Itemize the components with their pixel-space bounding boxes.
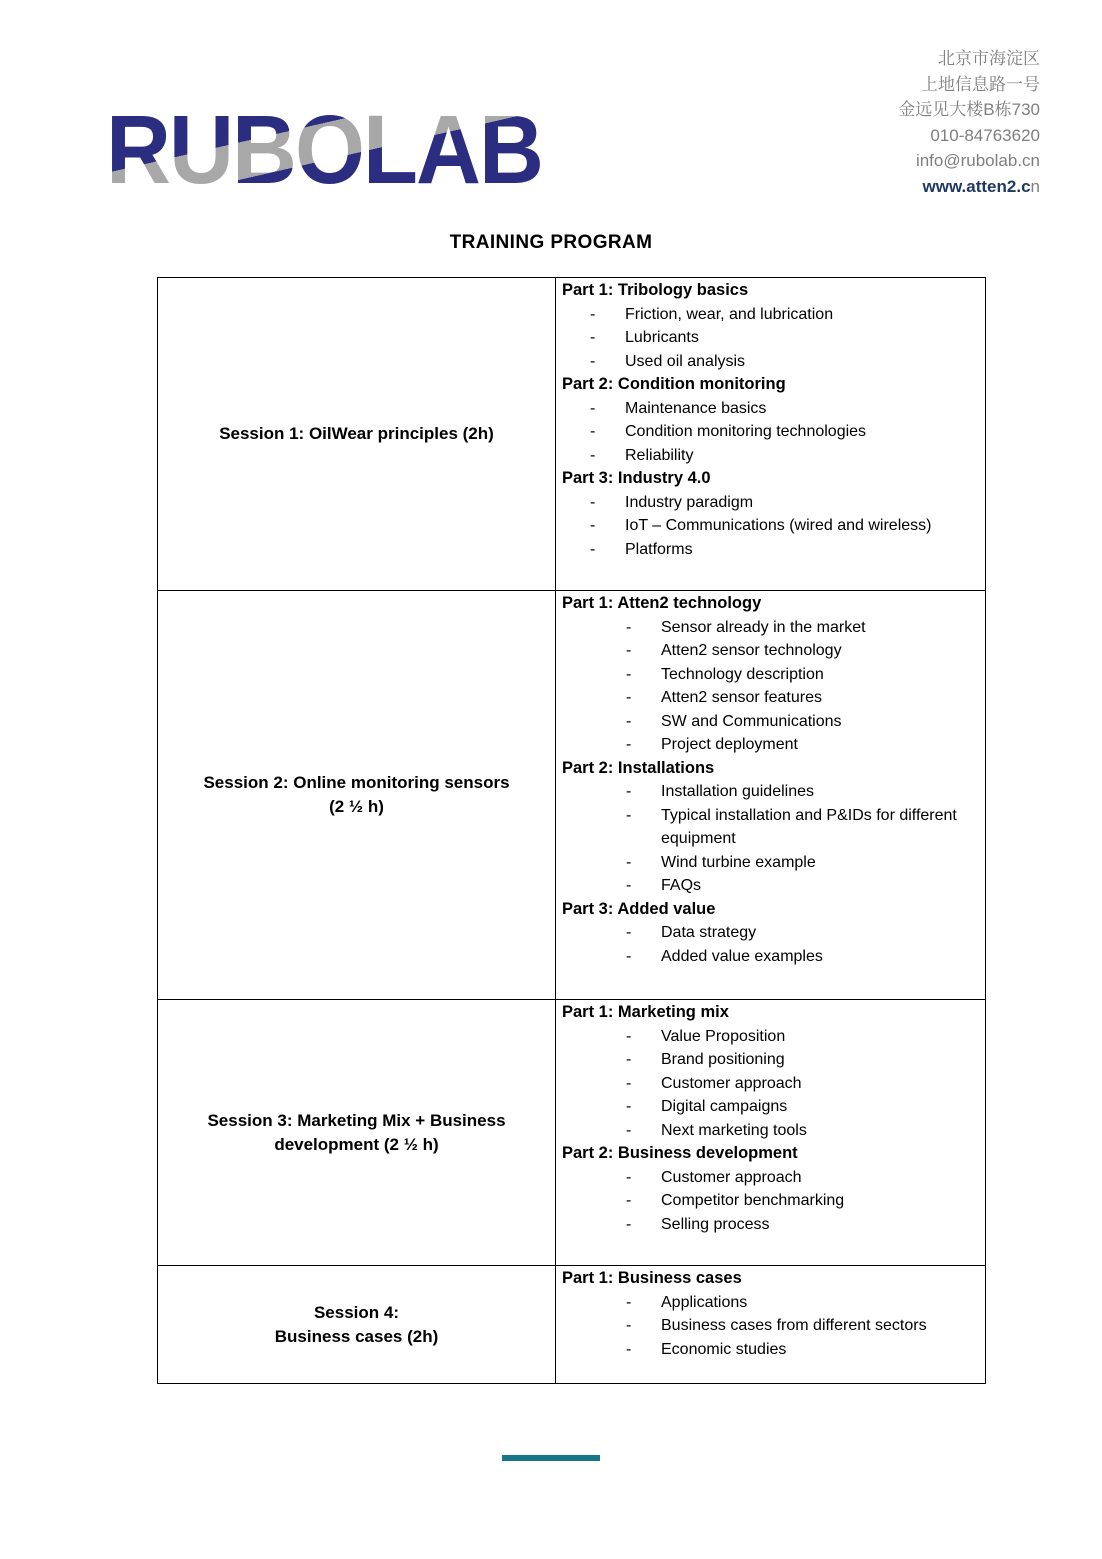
contact-line: 北京市海淀区 xyxy=(938,49,1040,68)
website-url-bold: www.atten2.c xyxy=(922,176,1031,196)
contact-line: 上地信息路一号 xyxy=(921,74,1040,94)
bullet-item xyxy=(562,420,979,444)
table-row xyxy=(158,591,986,1000)
session-title-line: (2 ½ h) xyxy=(329,797,384,816)
bullet-dash: - xyxy=(626,689,632,706)
bullet-item xyxy=(562,1048,979,1072)
bullet-item-text: Economic studies xyxy=(661,1340,787,1358)
table-row xyxy=(158,1000,986,1266)
bullet-item-text: Customer approach xyxy=(661,1074,802,1092)
session-content-cell xyxy=(556,1000,986,1266)
session-title-line: Session 1: OilWear principles (2h) xyxy=(219,424,494,443)
bullet-item xyxy=(562,686,979,710)
bullet-item-text: Reliability xyxy=(625,446,694,464)
bullet-item xyxy=(562,780,979,804)
bullet-item xyxy=(562,733,979,757)
table-row xyxy=(158,278,986,591)
bullet-item xyxy=(562,1189,979,1213)
session-title-line: development (2 ½ h) xyxy=(274,1134,439,1154)
session-title-cell xyxy=(158,1000,556,1266)
bullet-dash: - xyxy=(590,352,596,370)
bullet-item-text: Lubricants xyxy=(625,329,699,346)
bullet-item xyxy=(562,1291,979,1315)
part-heading: Part 1: Tribology basics xyxy=(562,281,749,299)
page-title: TRAINING PROGRAM xyxy=(449,232,653,253)
session-title-line: Session 3: Marketing Mix + Business xyxy=(207,1110,506,1130)
bullet-dash: - xyxy=(590,517,596,534)
part-heading: Part 2: Business development xyxy=(562,1144,798,1162)
bullet-item xyxy=(562,921,979,945)
bullet-item xyxy=(562,514,979,538)
rubolab-logo: RUBOLAB xyxy=(106,96,542,205)
bullet-item-text: Friction, wear, and lubrication xyxy=(625,305,834,323)
bullet-dash: - xyxy=(626,1168,632,1186)
bullet-item-text: Next marketing tools xyxy=(661,1121,807,1139)
session-content-cell xyxy=(556,591,986,1000)
bullet-item xyxy=(562,663,979,687)
session-content-cell xyxy=(556,278,986,591)
bullet-item xyxy=(562,874,979,898)
part-heading: Part 1: Business cases xyxy=(562,1269,742,1287)
bullet-dash: - xyxy=(626,806,632,824)
contact-block xyxy=(898,46,1040,199)
bullet-item xyxy=(562,616,979,640)
bullet-dash: - xyxy=(626,1192,632,1209)
bullet-item xyxy=(562,1025,979,1049)
session-title-line: Session 4: xyxy=(313,1302,400,1322)
website-url-tail: n xyxy=(1030,176,1040,196)
bullet-item xyxy=(562,538,979,562)
bullet-item-text: Technology description xyxy=(661,665,824,683)
bullet-item xyxy=(562,1213,979,1237)
bullet-item-text: Customer approach xyxy=(661,1168,802,1186)
contact-lines xyxy=(898,46,1040,174)
bullet-item xyxy=(562,397,979,421)
bullet-dash: - xyxy=(626,1317,632,1334)
bullet-item xyxy=(562,710,979,734)
bullet-item xyxy=(562,1338,979,1362)
bullet-dash: - xyxy=(626,947,632,965)
bullet-item-text: Platforms xyxy=(625,540,693,558)
bullet-item-text: Data strategy xyxy=(661,924,757,941)
bullet-dash: - xyxy=(626,1074,632,1092)
bullet-dash: - xyxy=(590,305,596,323)
bullet-item-text: Sensor already in the market xyxy=(661,618,866,636)
training-table-body xyxy=(158,278,986,1384)
bullet-item xyxy=(562,804,979,851)
bullet-item xyxy=(562,303,979,327)
bullet-item-text: Competitor benchmarking xyxy=(661,1192,845,1209)
part-heading: Part 3: Added value xyxy=(562,899,716,918)
bullet-dash: - xyxy=(626,642,632,659)
bullet-item-text: Applications xyxy=(661,1293,748,1311)
footer-accent-line xyxy=(502,1455,600,1461)
bullet-dash: - xyxy=(590,540,596,558)
bullet-dash: - xyxy=(590,329,596,346)
contact-line: info@rubolab.cn xyxy=(915,151,1040,170)
bullet-item-text: Added value examples xyxy=(661,947,823,965)
bullet-dash: - xyxy=(626,618,632,636)
bullet-dash: - xyxy=(626,736,632,753)
bullet-item-text: Value Proposition xyxy=(661,1027,786,1045)
bullet-item xyxy=(562,1314,979,1338)
part-heading: Part 2: Installations xyxy=(562,758,715,777)
bullet-dash: - xyxy=(626,877,632,894)
part-heading: Part 2: Condition monitoring xyxy=(562,375,786,393)
bullet-item-text: Project deployment xyxy=(661,736,798,753)
bullet-dash: - xyxy=(626,1027,632,1045)
session-title-line: Business cases (2h) xyxy=(274,1326,439,1346)
bullet-dash: - xyxy=(626,1293,632,1311)
bullet-item xyxy=(562,945,979,969)
contact-line: 010-84763620 xyxy=(930,125,1040,145)
bullet-dash: - xyxy=(626,1340,632,1358)
bullet-dash: - xyxy=(626,712,632,730)
bullet-dash: - xyxy=(626,665,632,683)
bullet-dash: - xyxy=(626,1098,632,1115)
bullet-item-text: FAQs xyxy=(661,877,702,894)
bullet-dash: - xyxy=(626,924,632,941)
bullet-item-text: Industry paradigm xyxy=(625,493,754,511)
bullet-dash: - xyxy=(626,853,632,871)
bullet-dash: - xyxy=(626,1121,632,1139)
bullet-item-text: Atten2 sensor features xyxy=(661,689,822,706)
bullet-dash: - xyxy=(590,399,596,417)
bullet-item-text: Installation guidelines xyxy=(661,783,814,800)
bullet-item xyxy=(562,851,979,875)
bullet-item-text: Used oil analysis xyxy=(625,352,746,370)
part-heading: Part 3: Industry 4.0 xyxy=(562,469,711,487)
table-row xyxy=(158,1266,986,1384)
bullet-item-text: Brand positioning xyxy=(661,1051,785,1068)
bullet-item xyxy=(562,326,979,350)
bullet-item-text: Business cases from different sectors xyxy=(661,1317,927,1334)
bullet-item-text: Atten2 sensor technology xyxy=(661,642,842,659)
bullet-dash: - xyxy=(626,783,632,800)
bullet-item-text: Maintenance basics xyxy=(625,399,767,417)
bullet-item-text: Condition monitoring technologies xyxy=(625,423,867,440)
bullet-dash: - xyxy=(590,493,596,511)
bullet-dash: - xyxy=(590,423,596,440)
contact-line: 金远见大楼B栋730 xyxy=(898,100,1040,119)
session-content-cell xyxy=(556,1266,986,1384)
bullet-item-text: Selling process xyxy=(661,1215,770,1233)
bullet-item xyxy=(562,1095,979,1119)
session-title-line: Session 2: Online monitoring sensors xyxy=(203,773,510,792)
bullet-dash: - xyxy=(626,1051,632,1068)
part-heading: Part 1: Marketing mix xyxy=(562,1003,729,1021)
bullet-item xyxy=(562,350,979,374)
bullet-item xyxy=(562,1166,979,1190)
bullet-dash: - xyxy=(626,1215,632,1233)
session-title-cell xyxy=(158,591,556,1000)
bullet-item xyxy=(562,444,979,468)
bullet-item-text: SW and Communications xyxy=(661,712,842,730)
website-url xyxy=(898,174,1040,200)
bullet-dash: - xyxy=(590,446,596,464)
bullet-item-text: IoT – Communications (wired and wireless) xyxy=(625,517,932,534)
training-program-table xyxy=(157,277,986,1384)
bullet-item xyxy=(562,639,979,663)
session-title-cell xyxy=(158,278,556,591)
bullet-item-text: Digital campaigns xyxy=(661,1098,788,1115)
bullet-item-text: Typical installation and P&IDs for different equipment xyxy=(661,806,957,847)
bullet-item xyxy=(562,1072,979,1096)
bullet-item-text: Wind turbine example xyxy=(661,853,816,871)
bullet-item xyxy=(562,1119,979,1143)
bullet-item xyxy=(562,491,979,515)
part-heading: Part 1: Atten2 technology xyxy=(562,594,762,612)
session-title-cell xyxy=(158,1266,556,1384)
